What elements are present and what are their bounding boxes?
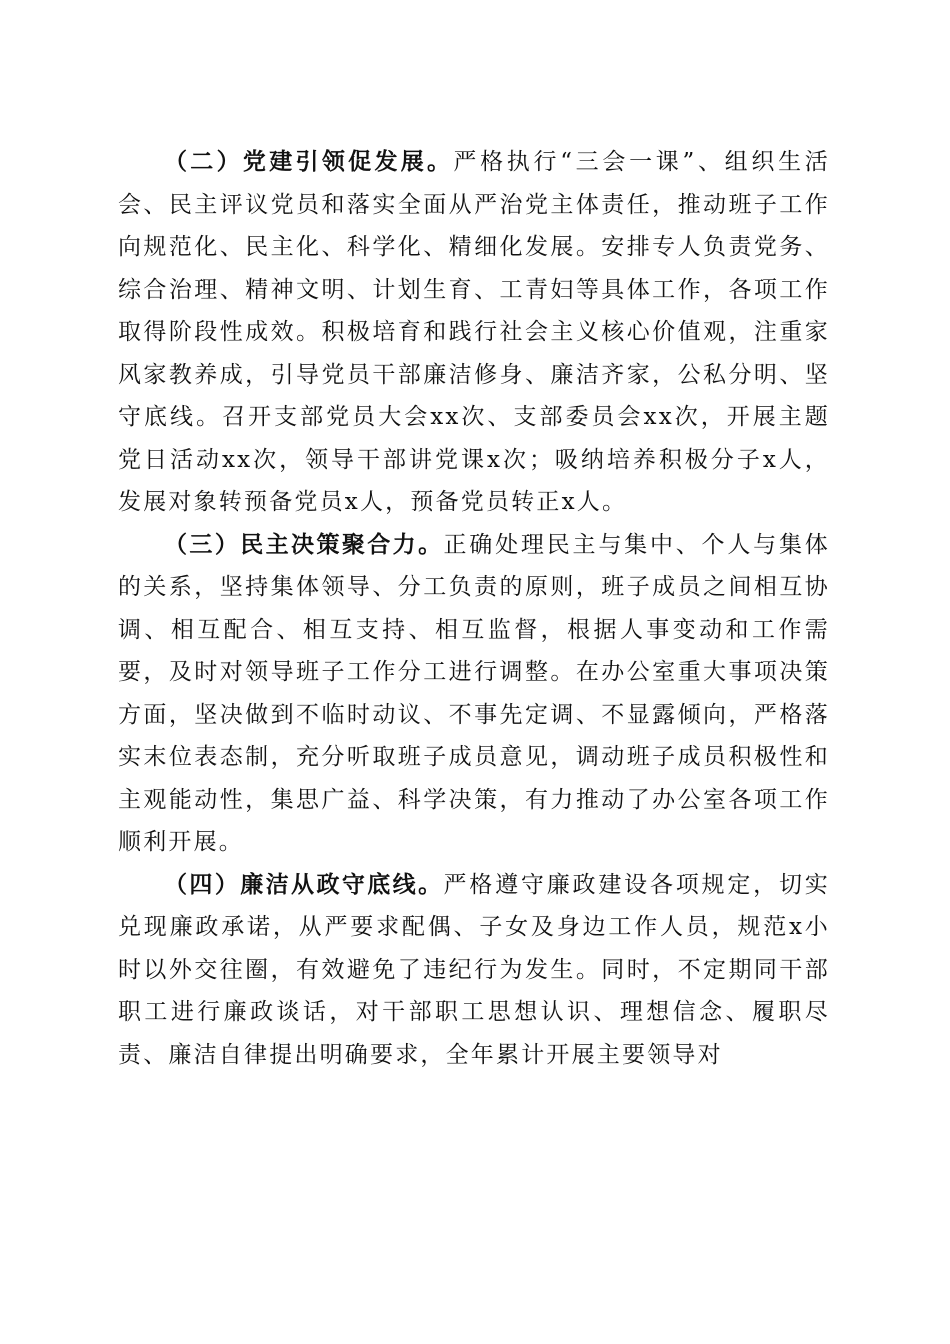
- section-heading: （二）党建引领促发展。: [164, 149, 454, 175]
- document-page: [118, 141, 830, 1076]
- section-body: 严格遵守廉政建设各项规定，切实兑现廉政承诺，从严要求配偶、子女及身边工作人员，规范x小时以外交往圈，有效避免了违纪行为发生。同时，不定期同干部职工进行廉政谈话，对干部职工思想认识、理想信念、履职尽责、廉洁自律提出明确要求，全年累计开展主要领导对: [118, 871, 830, 1068]
- section-body: 正确处理民主与集中、个人与集体的关系，坚持集体领导、分工负责的原则，班子成员之间相互协调、相互配合、相互支持、相互监督，根据人事变动和工作需要，及时对领导班子工作分工进行调整。在办公室重大事项决策方面，坚决做到不临时动议、不事先定调、不显露倾向，严格落实末位表态制，充分听取班子成员意见，调动班子成员积极性和主观能动性，集思广益、科学决策，有力推动了办公室各项工作顺利开展。: [118, 531, 830, 855]
- section-heading: （四）廉洁从政守底线。: [164, 871, 444, 898]
- paragraph-democratic-decision: [118, 524, 830, 864]
- section-body: 严格执行“三会一课”、组织生活会、民主评议党员和落实全面从严治党主体责任，推动班子工作向规范化、民主化、科学化、精细化发展。安排专人负责党务、综合治理、精神文明、计划生育、工青妇等具体工作，各项工作取得阶段性成效。积极培育和践行社会主义核心价值观，注重家风家教养成，引导党员干部廉洁修身、廉洁齐家，公私分明、坚守底线。召开支部党员大会xx次、支部委员会xx次，开展主题党日活动xx次，领导干部讲党课x次；吸纳培养积极分子x人，发展对象转预备党员x人，预备党员转正x人。: [118, 149, 830, 515]
- paragraph-clean-governance: [118, 864, 830, 1077]
- paragraph-party-building: [118, 141, 830, 524]
- section-heading: （三）民主决策聚合力。: [164, 531, 444, 558]
